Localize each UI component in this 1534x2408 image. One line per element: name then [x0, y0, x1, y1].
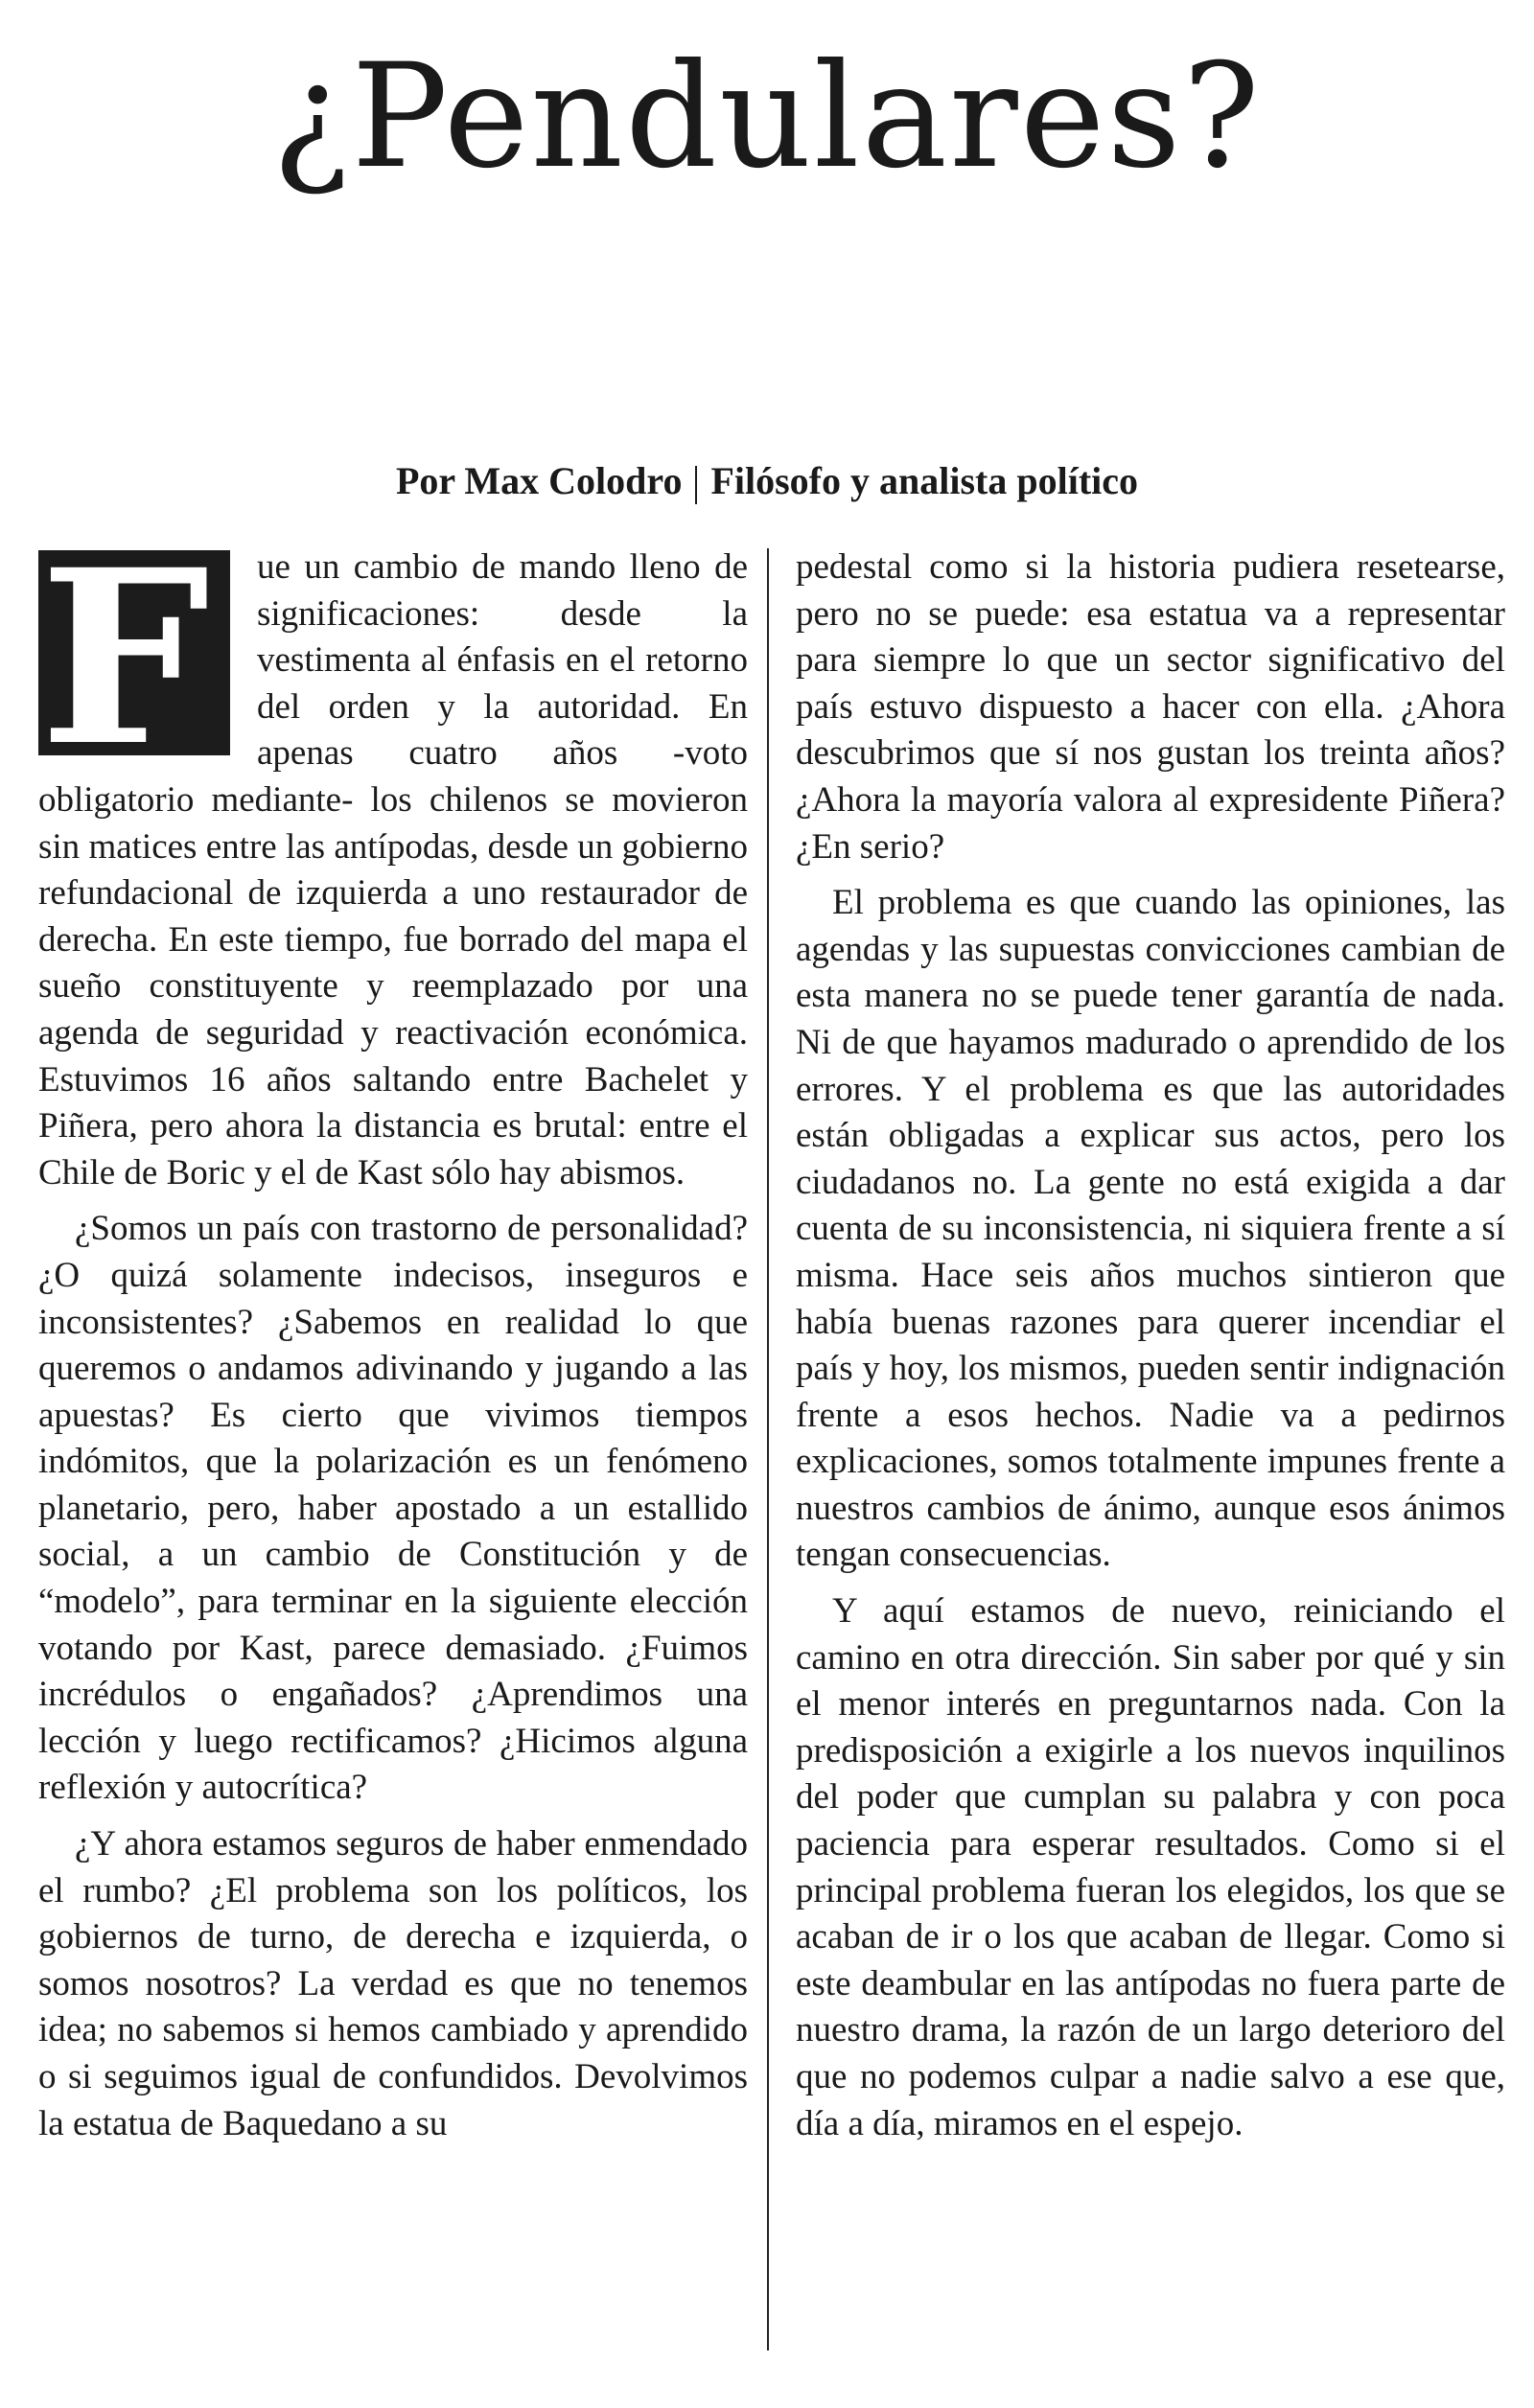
article-headline: ¿Pendulares? [272, 34, 1262, 200]
article-column-left [38, 544, 748, 2157]
author-role: Filósofo y analista político [710, 459, 1139, 502]
svg-text:F: F [39, 550, 210, 755]
column-divider [767, 548, 769, 2350]
author-name: Por Max Colodro [395, 459, 683, 502]
paragraph-3-continued: pedestal como si la historia pudiera resetearse, pero no se puede: esa estatua va a representar para siempre lo que un sector significativo del país estuvo dispuesto a hacer con ella. ¿Ahora descubrimos que sí nos gustan los treinta años? ¿Ahora la mayoría valora al expresidente Piñera? ¿En serio? [796, 547, 1505, 867]
paragraph-2: ¿Somos un país con trastorno de personalidad? ¿O quizá solamente indecisos, inseguros e inconsistentes? ¿Sabemos en realidad lo que queremos o andamos adivinando y jugando a las apuestas? Es cierto que vivimos tiempos indómitos, que la polarización es un fenómeno planetario, pero, haber apostado a un estallido social, a un cambio de Constitución y de “modelo”, para terminar en la siguiente elección votando por Kast, parece demasiado. ¿Fuimos incrédulos o engañados? ¿Aprendimos una lección y luego rectificamos? ¿Hicimos alguna reflexión y autocrítica? [38, 1209, 748, 1808]
paragraph-5: Y aquí estamos de nuevo, reiniciando el camino en otra dirección. Sin saber por qué y sin el menor interés en preguntarnos nada. Con la predisposición a exigirle a los nuevos inquilinos del poder que cumplan su palabra y con poca paciencia para esperar resultados. Como si el principal problema fueran los elegidos, los que se acaban de ir o los que acaban de llegar. Como si este deambular en las antípodas no fuera parte de nuestro drama, la razón de un largo deterioro del que no podemos culpar a nadie salvo a ese que, día a día, miramos en el espejo. [796, 1591, 1505, 2143]
paragraph-3: ¿Y ahora estamos seguros de haber enmendado el rumbo? ¿El problema son los políticos, los gobiernos de turno, de derecha e izquierda, o somos nosotros? La verdad es que no tenemos idea; no sabemos si hemos cambiado y aprendido o si seguimos igual de confundidos. Devolvimos la estatua de Baquedano a su [38, 1824, 748, 2143]
drop-cap-f [38, 550, 230, 755]
drop-cap-glyph [38, 550, 230, 755]
paragraph-1 [38, 544, 748, 1196]
byline-separator [695, 466, 697, 504]
article-column-right [796, 544, 1505, 2157]
byline [0, 458, 1534, 504]
paragraph-1-text: ue un cambio de mando lleno de significaciones: desde la vestimenta al énfasis en el retorno del orden y la autoridad. En apenas cuatro años -voto obligatorio mediante- los chilenos se movieron sin matices entre las antípodas, desde un gobierno refundacional de izquierda a uno restaurador de derecha. En este tiempo, fue borrado del mapa el sueño constituyente y reemplazado por una agenda de seguridad y reactivación económica. Estuvimos 16 años saltando entre Bachelet y Piñera, pero ahora la distancia es brutal: entre el Chile de Boric y el de Kast sólo hay abismos. [38, 547, 748, 1192]
paragraph-4: El problema es que cuando las opiniones, las agendas y las supuestas convicciones cambian de esta manera no se puede tener garantía de nada. Ni de que hayamos madurado o aprendido de los errores. Y el problema es que las autoridades están obligadas a explicar sus actos, pero los ciudadanos no. La gente no está exigida a dar cuenta de su inconsistencia, ni siquiera frente a sí misma. Hace seis años muchos sintieron que había buenas razones para querer incendiar el país y hoy, los mismos, pueden sentir indignación frente a esos hechos. Nadie va a pedirnos explicaciones, somos totalmente impunes frente a nuestros cambios de ánimo, aunque esos ánimos tengan consecuencias. [796, 883, 1505, 1575]
